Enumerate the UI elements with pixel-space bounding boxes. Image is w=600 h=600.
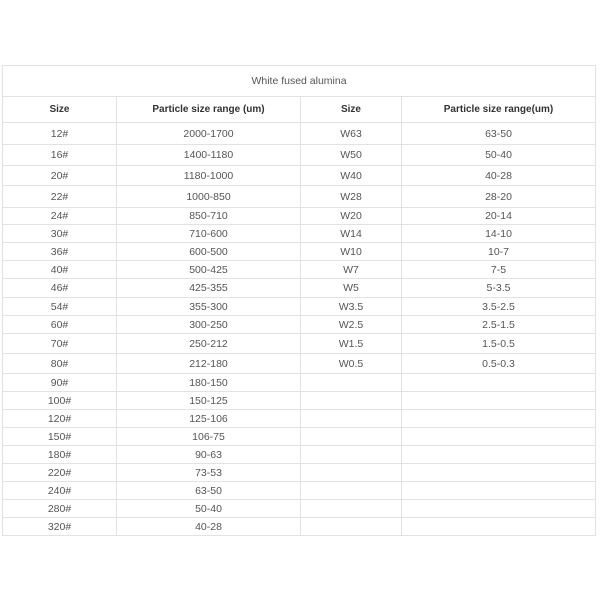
size-cell: 120# xyxy=(3,410,117,428)
micro-size-cell: W5 xyxy=(301,279,402,298)
table-title: White fused alumina xyxy=(3,66,596,97)
header-range-1: Particle size range (um) xyxy=(117,97,301,123)
size-cell: 46# xyxy=(3,279,117,298)
micro-range-cell xyxy=(402,518,596,536)
range-cell: 300-250 xyxy=(117,316,301,334)
table-row xyxy=(3,208,596,225)
range-cell: 212-180 xyxy=(117,354,301,374)
header-row xyxy=(3,97,596,123)
size-cell: 30# xyxy=(3,225,117,243)
size-cell: 22# xyxy=(3,186,117,208)
table-row xyxy=(3,261,596,279)
table-row xyxy=(3,354,596,374)
micro-size-cell: W20 xyxy=(301,208,402,225)
micro-range-cell xyxy=(402,374,596,392)
size-cell: 70# xyxy=(3,334,117,354)
table-row xyxy=(3,145,596,166)
micro-size-cell xyxy=(301,464,402,482)
table-row xyxy=(3,316,596,334)
micro-size-cell xyxy=(301,428,402,446)
micro-range-cell xyxy=(402,428,596,446)
size-cell: 280# xyxy=(3,500,117,518)
size-cell: 60# xyxy=(3,316,117,334)
micro-range-cell xyxy=(402,500,596,518)
table-row xyxy=(3,464,596,482)
micro-range-cell xyxy=(402,482,596,500)
micro-size-cell: W0.5 xyxy=(301,354,402,374)
range-cell: 50-40 xyxy=(117,500,301,518)
range-cell: 250-212 xyxy=(117,334,301,354)
range-cell: 1180-1000 xyxy=(117,166,301,186)
header-range-2: Particle size range(um) xyxy=(402,97,596,123)
table-row xyxy=(3,482,596,500)
table-row xyxy=(3,166,596,186)
range-cell: 1000-850 xyxy=(117,186,301,208)
range-cell: 40-28 xyxy=(117,518,301,536)
table-row xyxy=(3,500,596,518)
micro-size-cell xyxy=(301,392,402,410)
micro-size-cell: W50 xyxy=(301,145,402,166)
size-cell: 80# xyxy=(3,354,117,374)
micro-size-cell xyxy=(301,518,402,536)
micro-range-cell: 14-10 xyxy=(402,225,596,243)
range-cell: 850-710 xyxy=(117,208,301,225)
micro-size-cell xyxy=(301,482,402,500)
size-cell: 16# xyxy=(3,145,117,166)
micro-size-cell: W28 xyxy=(301,186,402,208)
range-cell: 73-53 xyxy=(117,464,301,482)
range-cell: 425-355 xyxy=(117,279,301,298)
table-row xyxy=(3,518,596,536)
table-row xyxy=(3,446,596,464)
size-cell: 24# xyxy=(3,208,117,225)
micro-range-cell: 28-20 xyxy=(402,186,596,208)
table-row xyxy=(3,123,596,145)
table-row xyxy=(3,279,596,298)
table-row xyxy=(3,392,596,410)
micro-size-cell: W3.5 xyxy=(301,298,402,316)
range-cell: 125-106 xyxy=(117,410,301,428)
micro-range-cell: 50-40 xyxy=(402,145,596,166)
table-row xyxy=(3,186,596,208)
range-cell: 106-75 xyxy=(117,428,301,446)
micro-range-cell: 3.5-2.5 xyxy=(402,298,596,316)
micro-range-cell: 63-50 xyxy=(402,123,596,145)
micro-range-cell: 40-28 xyxy=(402,166,596,186)
micro-range-cell: 1.5-0.5 xyxy=(402,334,596,354)
micro-size-cell xyxy=(301,410,402,428)
size-cell: 320# xyxy=(3,518,117,536)
range-cell: 1400-1180 xyxy=(117,145,301,166)
size-cell: 220# xyxy=(3,464,117,482)
size-cell: 12# xyxy=(3,123,117,145)
micro-size-cell xyxy=(301,446,402,464)
size-cell: 54# xyxy=(3,298,117,316)
range-cell: 600-500 xyxy=(117,243,301,261)
table-row xyxy=(3,428,596,446)
size-cell: 150# xyxy=(3,428,117,446)
micro-size-cell: W2.5 xyxy=(301,316,402,334)
micro-range-cell xyxy=(402,410,596,428)
range-cell: 710-600 xyxy=(117,225,301,243)
micro-size-cell xyxy=(301,374,402,392)
size-cell: 90# xyxy=(3,374,117,392)
table-row xyxy=(3,243,596,261)
micro-size-cell: W10 xyxy=(301,243,402,261)
micro-size-cell: W1.5 xyxy=(301,334,402,354)
title-row xyxy=(3,66,596,97)
micro-size-cell: W63 xyxy=(301,123,402,145)
range-cell: 2000-1700 xyxy=(117,123,301,145)
range-cell: 90-63 xyxy=(117,446,301,464)
header-size-2: Size xyxy=(301,97,402,123)
size-cell: 100# xyxy=(3,392,117,410)
range-cell: 500-425 xyxy=(117,261,301,279)
table-body xyxy=(3,123,596,536)
micro-range-cell xyxy=(402,446,596,464)
micro-range-cell: 0.5-0.3 xyxy=(402,354,596,374)
range-cell: 150-125 xyxy=(117,392,301,410)
micro-range-cell xyxy=(402,392,596,410)
size-cell: 36# xyxy=(3,243,117,261)
micro-range-cell: 2.5-1.5 xyxy=(402,316,596,334)
micro-size-cell: W7 xyxy=(301,261,402,279)
micro-size-cell: W14 xyxy=(301,225,402,243)
range-cell: 355-300 xyxy=(117,298,301,316)
micro-range-cell: 10-7 xyxy=(402,243,596,261)
micro-size-cell: W40 xyxy=(301,166,402,186)
micro-range-cell: 5-3.5 xyxy=(402,279,596,298)
range-cell: 63-50 xyxy=(117,482,301,500)
table-row xyxy=(3,298,596,316)
table-row xyxy=(3,374,596,392)
size-cell: 40# xyxy=(3,261,117,279)
range-cell: 180-150 xyxy=(117,374,301,392)
micro-range-cell: 7-5 xyxy=(402,261,596,279)
table-row xyxy=(3,225,596,243)
micro-size-cell xyxy=(301,500,402,518)
micro-range-cell xyxy=(402,464,596,482)
size-cell: 240# xyxy=(3,482,117,500)
size-cell: 180# xyxy=(3,446,117,464)
table-row xyxy=(3,334,596,354)
micro-range-cell: 20-14 xyxy=(402,208,596,225)
size-cell: 20# xyxy=(3,166,117,186)
white-fused-alumina-table xyxy=(2,65,596,536)
header-size-1: Size xyxy=(3,97,117,123)
table-row xyxy=(3,410,596,428)
